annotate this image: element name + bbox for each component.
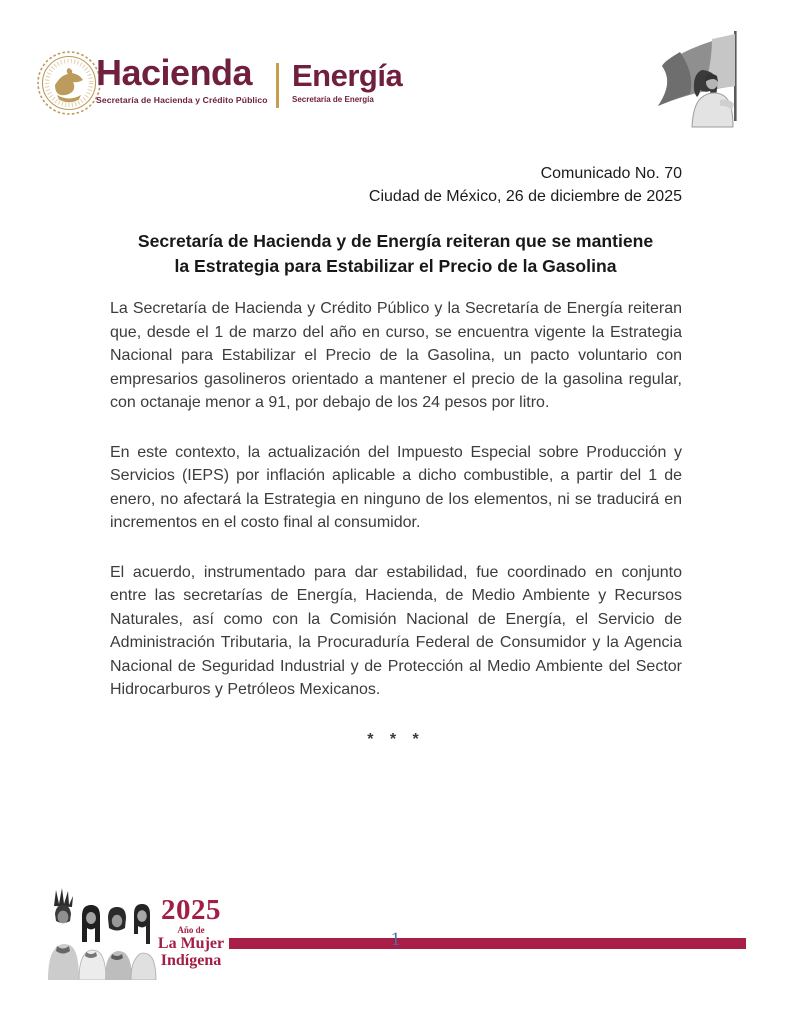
hacienda-wordmark: Hacienda	[96, 52, 253, 93]
energia-logo	[292, 60, 402, 104]
page-number: 1	[390, 929, 401, 950]
energia-subtitle: Secretaría de Energía	[292, 95, 374, 104]
paragraph-1: La Secretaría de Hacienda y Crédito Público y la Secretaría de Energía reiteran que, desde el 1 de marzo del año en curso, se encuentra vigente la Estrategia Nacional para Estabilizar el Precio de la Gasolina, un pacto voluntario con empresarios gasolineros orientado a mantener el precio de la gasolina regular, con octanaje menor a 91, por debajo de los 24 pesos por litro.	[110, 300, 682, 411]
paragraph-2: En este contexto, la actualización del Impuesto Especial sobre Producción y Servicios (IEPS) por inflación aplicable a dicho combustible, a partir del 1 de enero, no afectará la Estrategia en ninguno de los elementos, ni se traducirá en incrementos en el costo final al consumidor.	[110, 443, 682, 531]
campaign-line-1: La Mujer	[157, 935, 225, 952]
paragraph-3: El acuerdo, instrumentado para dar estabilidad, fue coordinado en conjunto entre las secretarías de Energía, Hacienda, de Medio Ambiente y Recursos Naturales, así como con la Comisión Nacional de Energía, el Servicio de Administración Tributaria, la Procuraduría Federal de Consumidor y la Agencia Nacional de Seguridad Industrial y de Protección al Medio Ambiente del Sector Hidrocarburos y Petróleos Mexicanos.	[110, 563, 682, 698]
document-body	[110, 297, 682, 777]
document-meta	[369, 162, 682, 208]
comunicado-number: Comunicado No. 70	[540, 165, 682, 182]
energia-wordmark: Energía	[292, 58, 403, 93]
title-line-1: Secretaría de Hacienda y de Energía reiteran que se mantiene	[137, 231, 654, 251]
document-title	[0, 229, 791, 279]
hacienda-subtitle: Secretaría de Hacienda y Crédito Público	[96, 95, 268, 105]
woman-with-flag-illustration	[650, 26, 766, 128]
end-separator: * * *	[367, 730, 425, 748]
dateline: Ciudad de México, 26 de diciembre de 2025	[368, 188, 682, 205]
campaign-line-2: Indígena	[160, 952, 222, 969]
hacienda-logo	[96, 52, 268, 105]
year-label: Año de	[177, 925, 205, 935]
title-line-2: la Estrategia para Estabilizar el Precio de la Gasolina	[174, 256, 617, 276]
logo-divider	[276, 63, 279, 108]
mexican-eagle-seal-icon	[36, 48, 102, 118]
year-2025: 2025	[161, 894, 221, 926]
